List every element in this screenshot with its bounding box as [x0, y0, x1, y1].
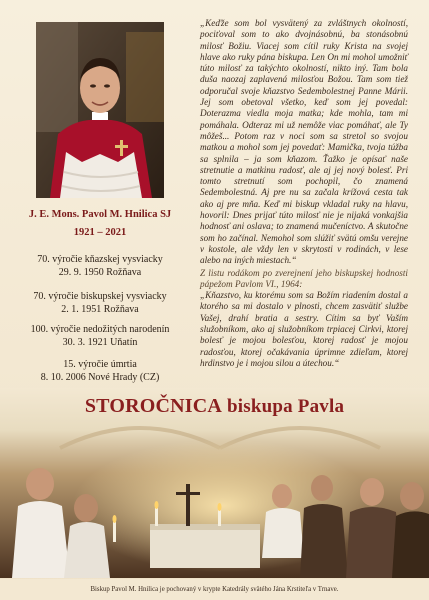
anniversary-item: [0, 359, 200, 384]
title-main: STOROČNICA: [84, 395, 223, 417]
bishop-portrait-image: [36, 22, 164, 198]
quote-text-letter: „Kňazstvo, ku ktorému som sa Božím riadením dostal a ktorého sa mi dostalo v plnosti, chcem zasvätiť službe Vašej, drahí bratia a sestry. Cítim sa byť Vaším služobníkom, ako aj služobníkom trpiacej Cirkvi, ktorej bolesť je mojou bolesťou, ktorej radosť je mojou radosťou, ktorej očakávania úprimne zdieľam, ktorej hrdinstvo je i mojou silou a útechou.“: [200, 290, 408, 368]
anniversary-date: 8. 10. 2006 Nové Hrady (CZ): [40, 371, 160, 383]
anniversary-label: 15. výročie úmrtia: [63, 359, 137, 370]
anniversary-date: 2. 1. 1951 Rožňava: [61, 303, 139, 315]
anniversary-item: [0, 291, 200, 316]
portrait-photo: [36, 22, 164, 198]
title-sub: biskupa Pavla: [222, 396, 345, 417]
quote-source: Z listu rodákom po zverejnení jeho biskupskej hodnosti pápežom Pavlom VI., 1964:: [200, 267, 408, 289]
anniversary-date: 30. 3. 1921 Uňatín: [62, 336, 138, 348]
anniversary-label: 100. výročie nedožitých narodenín: [30, 324, 170, 335]
anniversary-label: 70. výročie biskupskej vysviacky: [33, 291, 167, 302]
quote-text-ordination: „Keďže som bol vysvätený za zvláštnych okolností, pociťoval som to ako dvojnásobnú, ba stonásobnú milosť Božiu. Viacej som cítil ruky Krista na svojej hlave ako ruky pána biskupa. Len On mi mohol umožniť túto milosť za takýchto okolností, nikto iný. Tam bola duša naozaj zaplavená milosťou Božou. Tam som tiež odporučal svoje kňazstvo Sedembolestnej Panne Márii. Jej som obetoval všetko, keď som jej povedal: Doterazma viedla moja matka; kde mohla, tam mi pomáhala. Odteraz mi už nemôže viac pomáhať, ale Ty môžeš... Potom raz v noci som sa stretol so svojou matkou a mohol som jej povedať: Mamička, tvoja túžba sa splnila – ja som kňazom. Ťažko je opísať naše stretnutie a matkinu radosť, ale aj jej nový bolesť. Pri tomto stretnutí som pochopil, čo znamená Sedembolestná. Aj pre nu sa začala krížová cesta tak ako aj pre mňa. Keď mi biskup vkladal ruky na hlavu, hovoril: Dnes prijať túto milosť nie je nijaká vonkajšia hodnosť ani oslava; to znamená mučeníctvo. A skutočne som ho začínal. Nemohol som slúžiť svätú omšu verejne v kostole, ale vždy len v skrytosti v rodinách, v lese alebo na iných miestach.“: [200, 18, 408, 266]
anniversary-item: [0, 254, 200, 279]
anniversary-date: 29. 9. 1950 Rožňava: [58, 266, 142, 278]
anniversary-label: 70. výročie kňazskej vysviacky: [37, 254, 163, 265]
photo-caption: Biskup Pavol M. Hnilica je pochovaný v krypte Katedrály svätého Jána Krstiteľa v Trnave.: [0, 579, 429, 600]
anniversary-item: [0, 324, 200, 349]
bishop-name: J. E. Mons. Pavol M. Hnilica SJ: [28, 209, 172, 220]
page-title: [0, 395, 429, 418]
bishop-years: 1921 – 2021: [73, 227, 127, 238]
quote-column: [200, 18, 408, 369]
